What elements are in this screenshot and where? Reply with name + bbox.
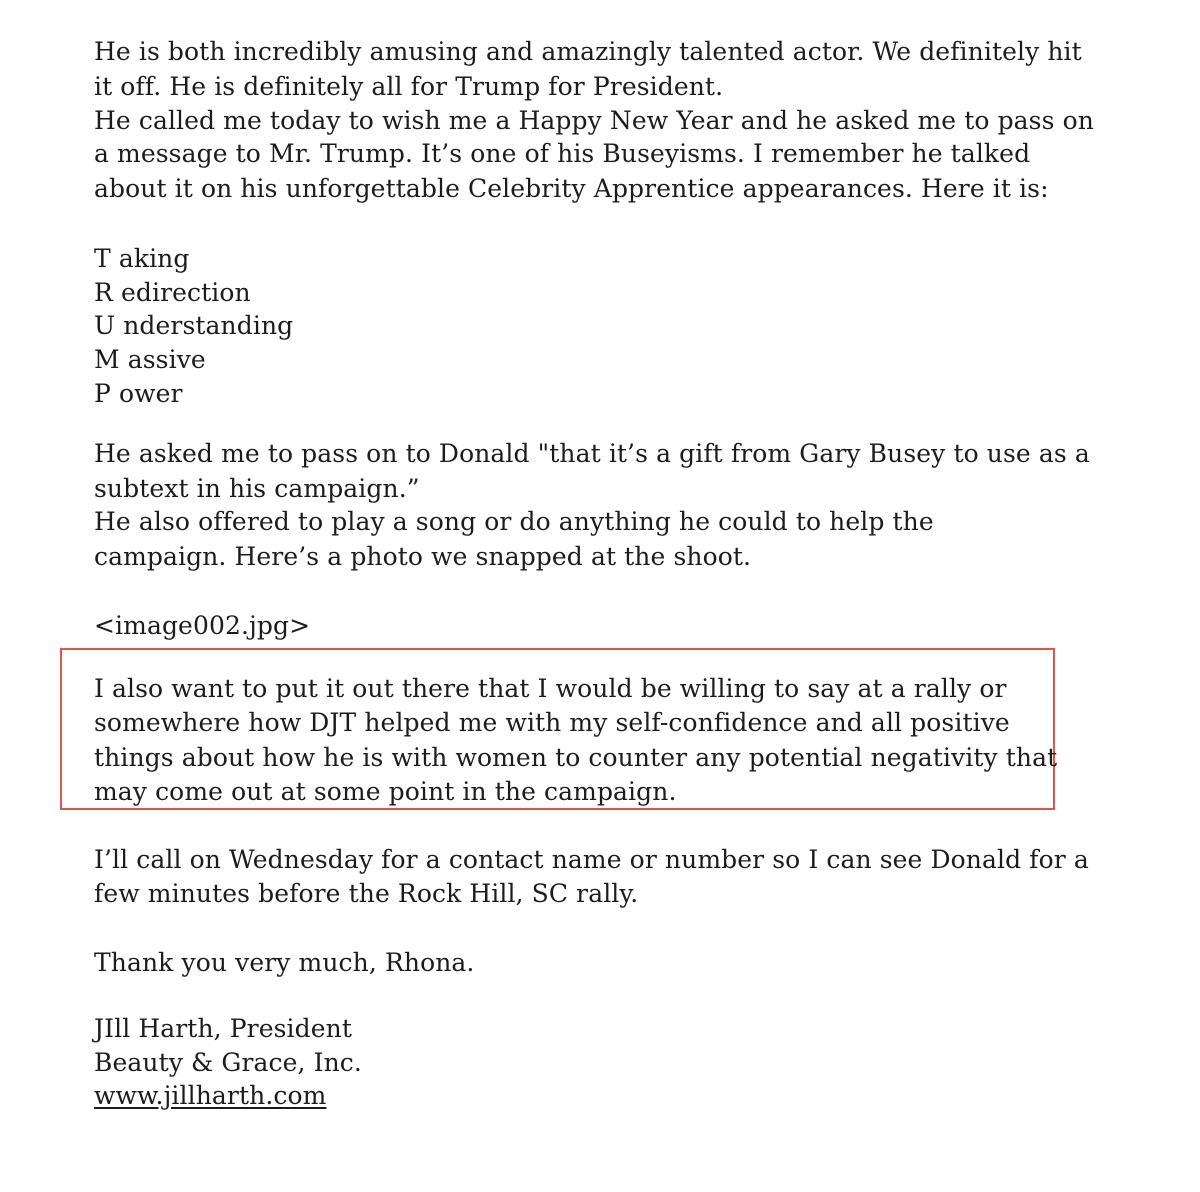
highlighted-line-3: things about how he is with women to counter any potential negativity that bbox=[94, 743, 1058, 772]
paragraph-1-line-1: He is both incredibly amusing and amazingly talented actor. We definitely hit bbox=[94, 37, 1082, 66]
closing-line: Thank you very much, Rhona. bbox=[94, 948, 475, 977]
paragraph-1-line-3: He called me today to wish me a Happy New Year and he asked me to pass on bbox=[94, 106, 1094, 135]
paragraph-2-line-2: subtext in his campaign.” bbox=[94, 474, 420, 503]
paragraph-1-line-4: a message to Mr. Trump. It’s one of his Buseyisms. I remember he talked bbox=[94, 139, 1031, 168]
highlighted-line-1: I also want to put it out there that I would be willing to say at a rally or bbox=[94, 674, 1007, 703]
attachment-placeholder: <image002.jpg> bbox=[94, 611, 311, 640]
signature-website-link[interactable]: www.jillharth.com bbox=[94, 1081, 327, 1110]
paragraph-2-line-1: He asked me to pass on to Donald "that it’s a gift from Gary Busey to use as a bbox=[94, 439, 1090, 468]
signature-name: JIll Harth, President bbox=[94, 1014, 352, 1043]
paragraph-3-line-2: few minutes before the Rock Hill, SC rally. bbox=[94, 879, 639, 908]
highlighted-line-4: may come out at some point in the campaign. bbox=[94, 777, 677, 806]
paragraph-1-line-5: about it on his unforgettable Celebrity Apprentice appearances. Here it is: bbox=[94, 174, 1049, 203]
acronym-line-m: M assive bbox=[94, 345, 206, 374]
paragraph-2-line-4: campaign. Here’s a photo we snapped at the shoot. bbox=[94, 542, 752, 571]
paragraph-1-line-2: it off. He is definitely all for Trump for President. bbox=[94, 72, 724, 101]
acronym-line-r: R edirection bbox=[94, 278, 251, 307]
highlighted-line-2: somewhere how DJT helped me with my self-confidence and all positive bbox=[94, 708, 1010, 737]
acronym-line-p: P ower bbox=[94, 379, 183, 408]
acronym-line-u: U nderstanding bbox=[94, 311, 294, 340]
acronym-line-t: T aking bbox=[94, 244, 190, 273]
paragraph-3-line-1: I’ll call on Wednesday for a contact name or number so I can see Donald for a bbox=[94, 845, 1089, 874]
signature-company: Beauty & Grace, Inc. bbox=[94, 1048, 362, 1077]
paragraph-2-line-3: He also offered to play a song or do anything he could to help the bbox=[94, 507, 934, 536]
